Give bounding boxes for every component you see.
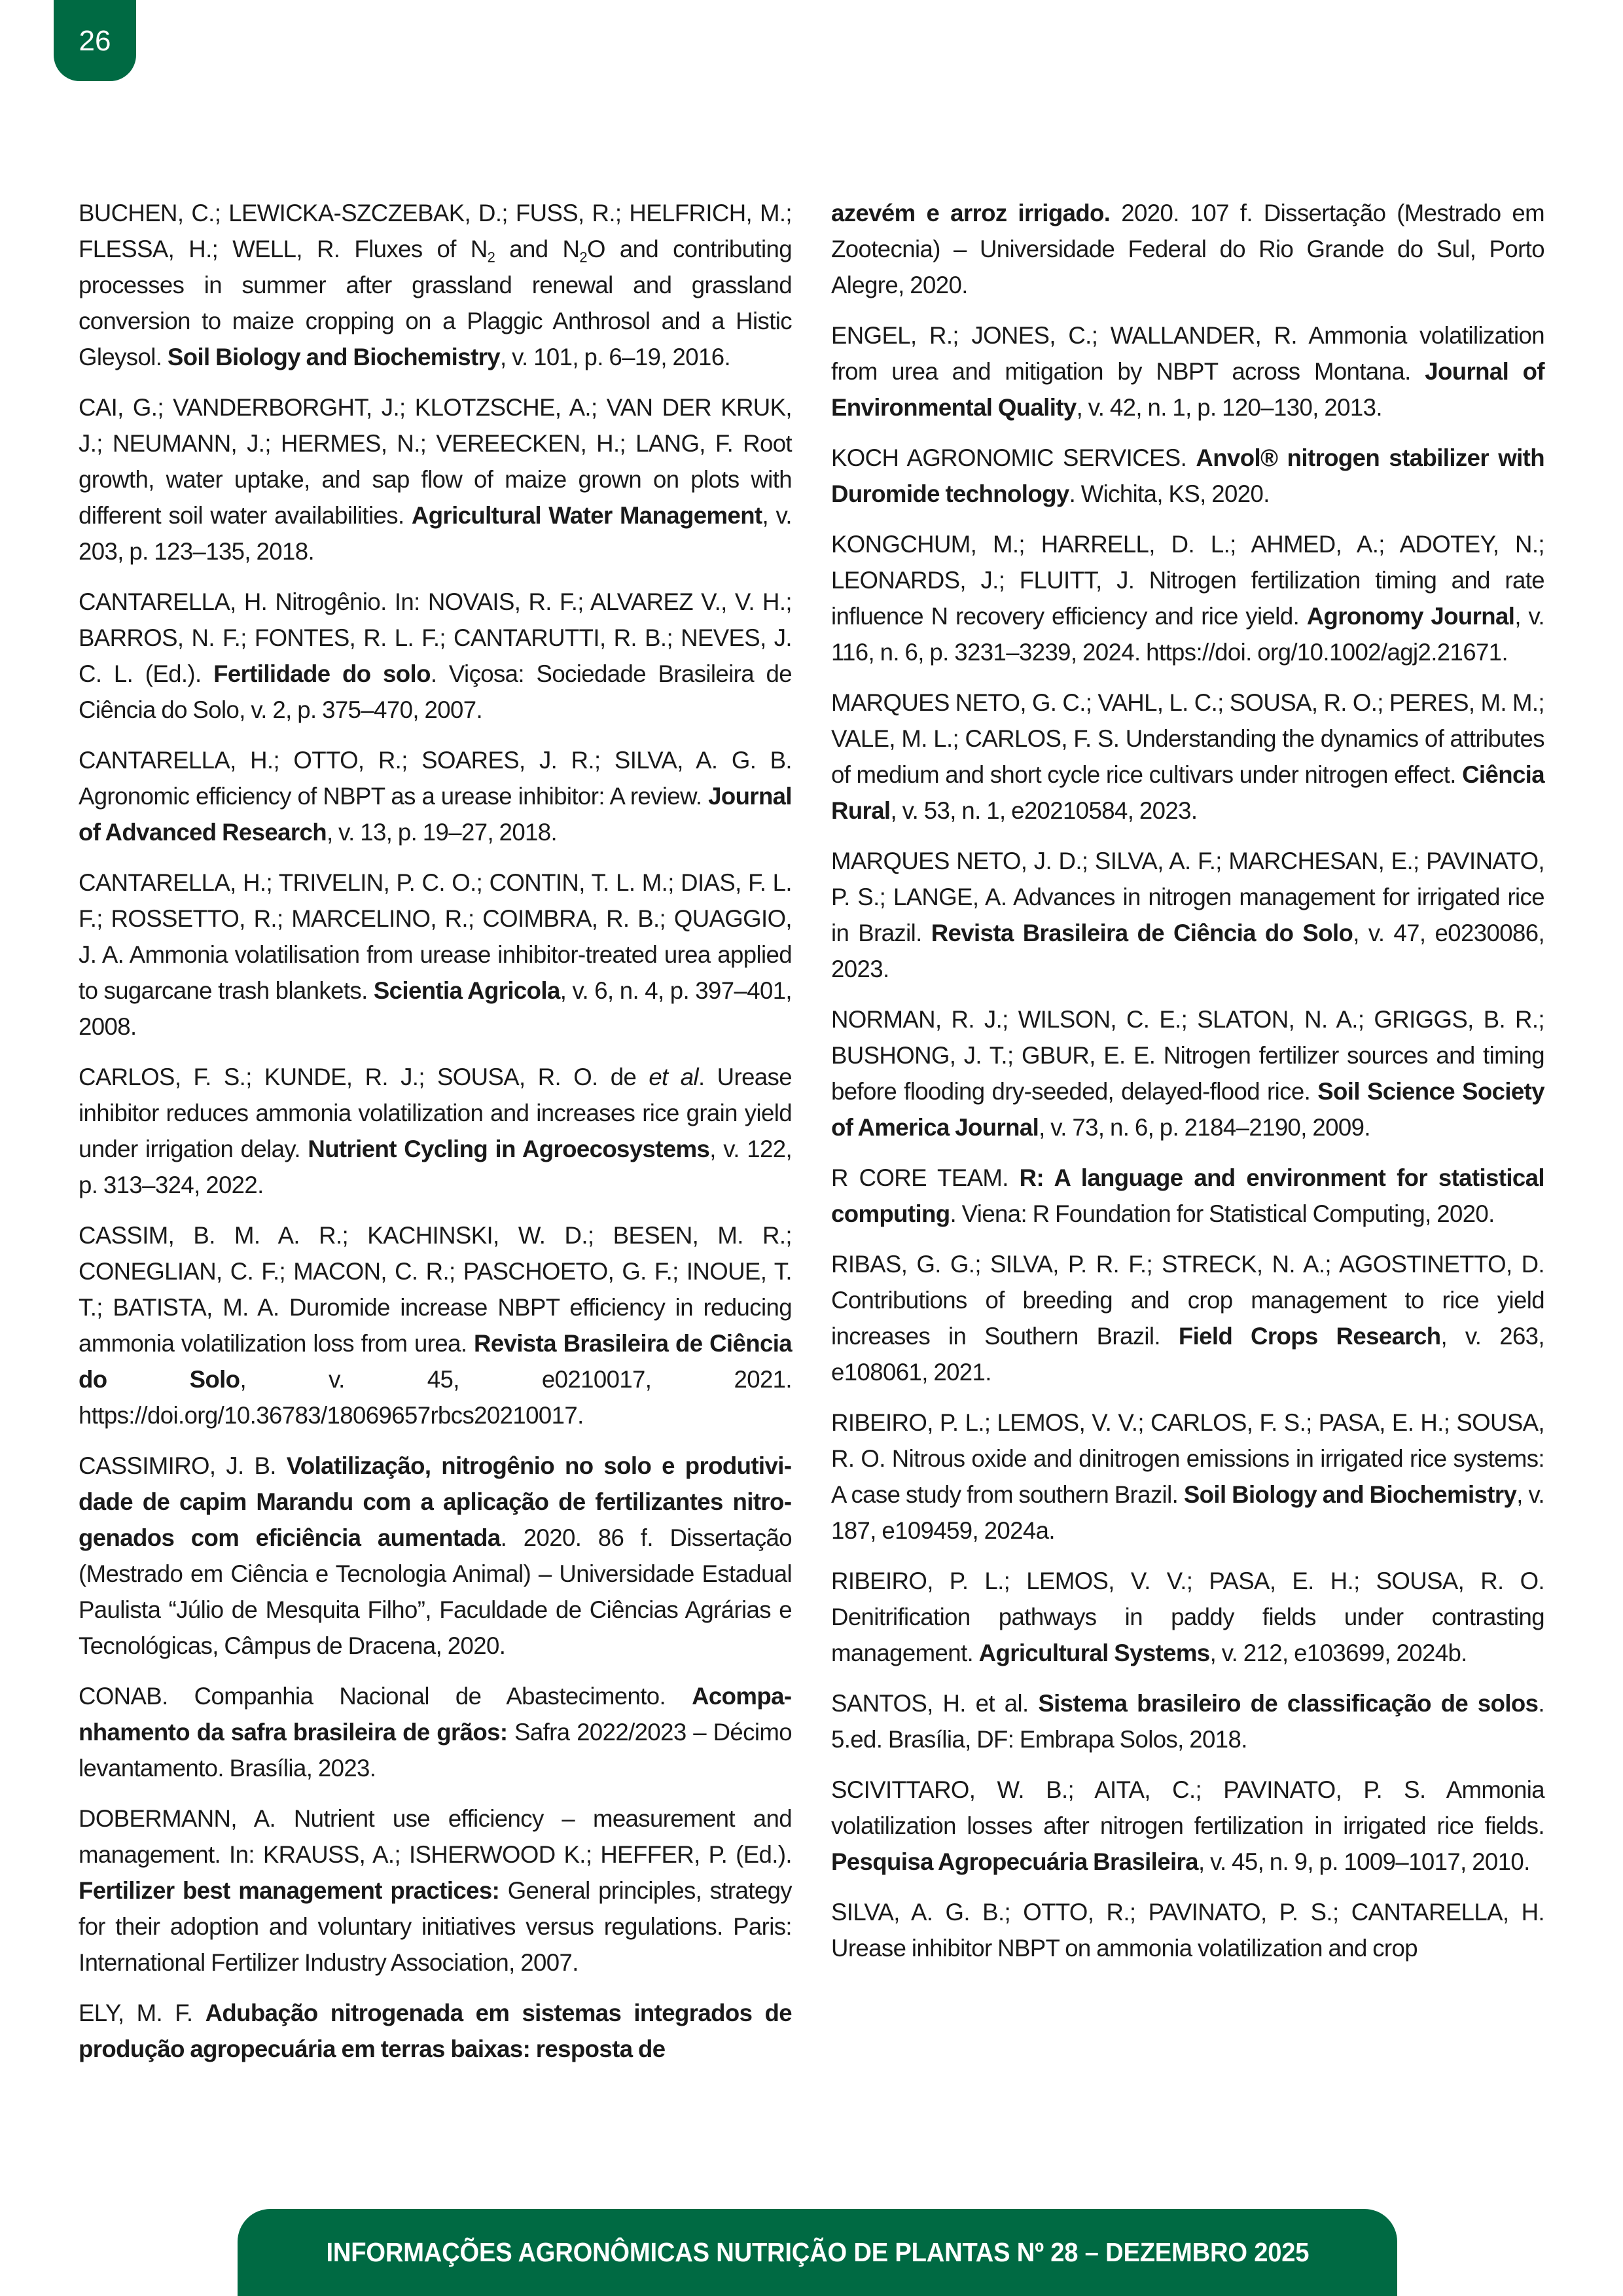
reference-entry: [79, 1448, 792, 1664]
reference-text: , v. 263, e108061, 2021.: [831, 1323, 1544, 1386]
reference-source-title: Journal of Advanced Research: [79, 783, 792, 846]
page-number: 26: [79, 25, 111, 57]
references-column-left: [79, 195, 792, 2081]
reference-entry: [79, 1678, 792, 1786]
reference-text: , v. 6, n. 4, p. 397–401, 2008.: [79, 977, 792, 1040]
reference-text: MARQUES NETO, G. C.; VAHL, L. C.; SOUSA, R. O.; PERES, M. M.; VALE, M. L.; CARLOS, F. S. Understanding the dynamics of attributes of medium and short cycle rice cultivars under nitrogen effect.: [831, 689, 1544, 788]
reference-source-title: Nutrient Cycling in Agroecosystems: [308, 1136, 710, 1162]
reference-text: KONGCHUM, M.; HARRELL, D. L.; AHMED, A.; ADOTEY, N.; LEONARDS, J.; FLUITT, J. Nitrogen fertilization timing and rate influence N recovery efficiency and rice yield.: [831, 531, 1544, 630]
reference-entry: [79, 195, 792, 375]
reference-source-title: Field Crops Research: [1178, 1323, 1441, 1350]
page-number-badge: [54, 0, 136, 81]
reference-entry: [831, 317, 1544, 425]
footer-banner: [238, 2209, 1397, 2296]
reference-text: and N: [495, 236, 580, 262]
reference-text: , v. 45, n. 9, p. 1009–1017, 2010.: [1198, 1848, 1530, 1875]
subscript: 2: [487, 249, 495, 266]
subscript: 2: [579, 249, 587, 266]
reference-source-title: Soil Biology and Biochemistry: [1183, 1481, 1517, 1508]
reference-text: , v. 53, n. 1, e20210584, 2023.: [890, 797, 1198, 824]
reference-entry: [831, 843, 1544, 987]
reference-source-title: Sistema brasileiro de classificação de solos: [1038, 1690, 1539, 1717]
reference-source-title: Journal of Environmental Quality: [831, 358, 1544, 421]
reference-text: CAI, G.; VANDERBORGHT, J.; KLOTZSCHE, A.; VAN DER KRUK, J.; NEUMANN, J.; HERMES, N.; VEREECKEN, H.; LANG, F. Root growth, water uptake, and sap flow of maize grown on plots with different soil water availabilities.: [79, 394, 792, 529]
reference-text: DOBERMANN, A. Nutrient use efficiency – measurement and management. In: KRAUSS, A.; ISHERWOOD K.; HEFFER, P. (Ed.).: [79, 1805, 792, 1868]
reference-entry: [831, 1685, 1544, 1757]
reference-text: . Wichita, KS, 2020.: [1069, 480, 1270, 507]
reference-source-title: Agricultural Water Management: [411, 502, 762, 529]
reference-text: MARQUES NETO, J. D.; SILVA, A. F.; MARCHESAN, E.; PAVINATO, P. S.; LANGE, A. Advances in nitrogen management for irrigated rice in Brazil.: [831, 848, 1544, 946]
reference-entry: [831, 195, 1544, 303]
reference-entry: [79, 1217, 792, 1433]
reference-source-title: R: A language and environment for statistical computing: [831, 1164, 1544, 1227]
reference-text: CANTARELLA, H.; TRIVELIN, P. C. O.; CONTIN, T. L. M.; DIAS, F. L. F.; ROSSETTO, R.; MARCELINO, R.; COIMBRA, R. B.; QUAGGIO, J. A. Ammonia volatilisation from urease inhibitor-treated urea applied to sugarcane trash blankets.: [79, 869, 792, 1004]
reference-text: . Viçosa: Sociedade Brasileira de Ciência do Solo, v. 2, p. 375–470, 2007.: [79, 660, 792, 723]
reference-text: Safra 2022/2023 – Décimo levantamento. Brasília, 2023.: [79, 1719, 792, 1782]
reference-text: , v. 45, e0210017, 2021. https://doi.org/10.36783/18069657rbcs20210017.: [79, 1366, 792, 1429]
reference-text: SILVA, A. G. B.; OTTO, R.; PAVINATO, P. S.; CANTARELLA, H. Urease inhibitor NBPT on ammonia volatilization and crop: [831, 1899, 1544, 1962]
reference-text: O and contributing processes in summer after grassland renewal and grassland conversion to maize cropping on a Plaggic Anthrosol and a Histic Gleysol.: [79, 236, 792, 370]
reference-source-title: Anvol® nitrogen stabilizer with Duromide technology: [831, 444, 1544, 507]
reference-text: R CORE TEAM.: [831, 1164, 1020, 1191]
reference-text: CASSIM, B. M. A. R.; KACHINSKI, W. D.; BESEN, M. R.; CONEGLIAN, C. F.; MACON, C. R.; PASCHOETO, G. F.; INOUE, T. T.; BATISTA, M. A. Duromide increase NBPT efficiency in reducing ammonia volatilization loss from urea.: [79, 1222, 792, 1357]
reference-text: , v. 203, p. 123–135, 2018.: [79, 502, 792, 565]
reference-text: NORMAN, R. J.; WILSON, C. E.; SLATON, N. A.; GRIGGS, B. R.; BUSHONG, J. T.; GBUR, E. E. Nitrogen fertilizer sources and timing before flooding dry-seeded, delayed-flood rice.: [831, 1006, 1544, 1105]
reference-entry: [831, 1246, 1544, 1390]
reference-entry: [831, 440, 1544, 512]
reference-entry: [831, 1772, 1544, 1880]
reference-entry: [79, 389, 792, 569]
reference-text: ELY, M. F.: [79, 2000, 205, 2026]
reference-text: . 2020. 86 f. Dissertação (Mestrado em Ciência e Tecnologia Animal) – Universidade Estadual Paulista “Júlio de Mesquita Filho”, Faculdade de Ciências Agrárias e Tecnológicas, Câmpus de Dracena, 2020.: [79, 1524, 792, 1659]
reference-text: , v. 187, e109459, 2024a.: [831, 1481, 1544, 1544]
reference-source-title: Soil Science Society of America Journal: [831, 1078, 1544, 1141]
reference-entry: [79, 1059, 792, 1203]
reference-text: General principles, strategy for their adoption and voluntary initiatives versus regulations. Paris: International Fertilizer Industry Association, 2007.: [79, 1877, 792, 1976]
reference-entry: [831, 526, 1544, 670]
reference-text: , v. 13, p. 19–27, 2018.: [327, 819, 558, 846]
reference-entry: [79, 865, 792, 1045]
reference-text: , v. 116, n. 6, p. 3231–3239, 2024. https://doi. org/10.1002/agj2.21671.: [831, 603, 1544, 666]
reference-text: , v. 42, n. 1, p. 120–130, 2013.: [1076, 394, 1382, 421]
reference-source-title: Revista Brasileira de Ciência do Solo: [79, 1330, 792, 1393]
reference-entry: [831, 1001, 1544, 1145]
reference-source-title: Soil Biology and Biochemistry: [167, 344, 500, 370]
reference-text: , v. 122, p. 313–324, 2022.: [79, 1136, 793, 1198]
reference-text: , v. 212, e103699, 2024b.: [1209, 1640, 1467, 1666]
reference-text: RIBEIRO, P. L.; LEMOS, V. V.; PASA, E. H.; SOUSA, R. O. Denitrification pathways in paddy fields under contrasting management.: [831, 1568, 1544, 1666]
reference-source-title: Pesquisa Agropecuária Brasileira: [831, 1848, 1198, 1875]
footer-title: INFORMAÇÕES AGRONÔMICAS NUTRIÇÃO DE PLANTAS Nº 28 – DEZEMBRO 2025: [326, 2237, 1309, 2267]
reference-text: RIBAS, G. G.; SILVA, P. R. F.; STRECK, N. A.; AGOSTINETTO, D. Contributions of breeding and crop management to rice yield increases in Southern Brazil.: [831, 1251, 1544, 1350]
reference-source-title: Volatilização, nitrogênio no solo e produtividade de capim Marandu com a aplicação de fertilizantes nitrogenados com eficiência aumentada: [79, 1452, 792, 1551]
reference-text: . Urease inhibitor reduces ammonia volatilization and increases rice grain yield under irrigation delay.: [79, 1064, 792, 1162]
reference-source-title: Revista Brasileira de Ciência do Solo: [931, 920, 1353, 946]
reference-text: BUCHEN, C.; LEWICKA-SZCZEBAK, D.; FUSS, R.; HELFRICH, M.; FLESSA, H.; WELL, R. Fluxes of N: [79, 200, 792, 262]
reference-italic-text: et al: [649, 1064, 698, 1090]
reference-source-title: Scientia Agricola: [373, 977, 560, 1004]
reference-text: . Viena: R Foundation for Statistical Computing, 2020.: [950, 1200, 1495, 1227]
reference-source-title: azevém e arroz irrigado.: [831, 200, 1111, 226]
reference-entry: [831, 1405, 1544, 1549]
reference-text: CANTARELLA, H. Nitrogênio. In: NOVAIS, R. F.; ALVAREZ V., V. H.; BARROS, N. F.; FONTES, R. L. F.; CANTARUTTI, R. B.; NEVES, J. C. L. (Ed.).: [79, 588, 792, 687]
reference-text: SANTOS, H. et al.: [831, 1690, 1039, 1717]
reference-text: , v. 73, n. 6, p. 2184–2190, 2009.: [1039, 1114, 1370, 1141]
reference-text: KOCH AGRONOMIC SERVICES.: [831, 444, 1196, 471]
reference-entry: [831, 1894, 1544, 1966]
reference-entry: [79, 584, 792, 728]
reference-text: CONAB. Companhia Nacional de Abastecimento.: [79, 1683, 692, 1710]
reference-text: SCIVITTARO, W. B.; AITA, C.; PAVINATO, P. S. Ammonia volatilization losses after nitrogen fertilization in irrigated rice fields.: [831, 1776, 1544, 1839]
reference-entry: [831, 1563, 1544, 1671]
reference-text: . 5.ed. Brasília, DF: Embrapa Solos, 2018.: [831, 1690, 1544, 1753]
reference-source-title: Ciência Rural: [831, 761, 1544, 824]
reference-text: CANTARELLA, H.; OTTO, R.; SOARES, J. R.; SILVA, A. G. B. Agronomic efficiency of NBPT as a urease inhibitor: A review.: [79, 747, 792, 810]
reference-text: , v. 47, e0230086, 2023.: [831, 920, 1545, 982]
reference-entry: [831, 1160, 1544, 1232]
reference-text: CASSIMIRO, J. B.: [79, 1452, 287, 1479]
references-column-right: [831, 195, 1544, 1981]
reference-text: ENGEL, R.; JONES, C.; WALLANDER, R. Ammonia volatilization from urea and mitigation by NBPT across Montana.: [831, 322, 1544, 385]
reference-source-title: Fertilidade do solo: [213, 660, 431, 687]
reference-entry: [831, 685, 1544, 829]
reference-source-title: Agricultural Systems: [978, 1640, 1210, 1666]
reference-entry: [79, 1801, 792, 1981]
reference-entry: [79, 742, 792, 850]
reference-text: 2020. 107 f. Dissertação (Mestrado em Zootecnia) – Universidade Federal do Rio Grande do Sul, Porto Alegre, 2020.: [831, 200, 1544, 298]
reference-source-title: Fertilizer best management practices:: [79, 1877, 500, 1904]
reference-entry: [79, 1995, 792, 2067]
reference-text: , v. 101, p. 6–19, 2016.: [499, 344, 731, 370]
reference-text: CARLOS, F. S.; KUNDE, R. J.; SOUSA, R. O. de: [79, 1064, 649, 1090]
reference-source-title: Acompanhamento da safra brasileira de grãos:: [79, 1683, 792, 1746]
reference-source-title: Agronomy Journal: [1306, 603, 1515, 630]
reference-source-title: Adubação nitrogenada em sistemas integrados de produção agropecuária em terras baixas: resposta de: [79, 2000, 792, 2062]
reference-text: RIBEIRO, P. L.; LEMOS, V. V.; CARLOS, F. S.; PASA, E. H.; SOUSA, R. O. Nitrous oxide and dinitrogen emissions in irrigated rice systems: A case study from southern Brazil.: [831, 1409, 1544, 1508]
